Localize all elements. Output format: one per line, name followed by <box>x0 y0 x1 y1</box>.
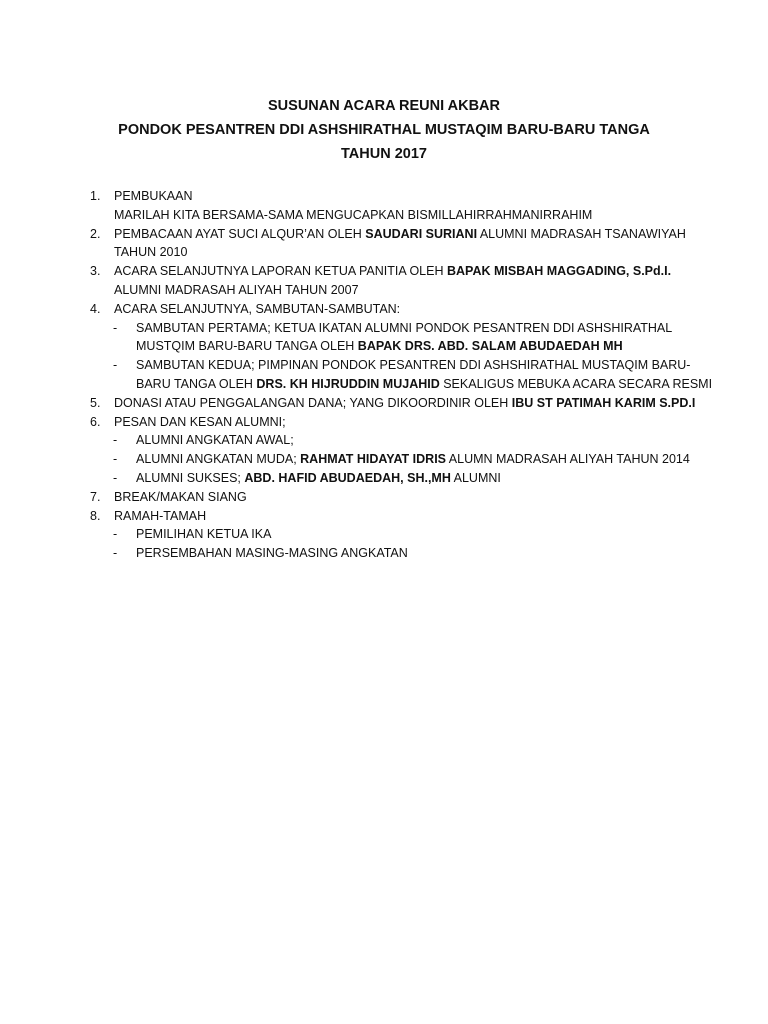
agenda-item-number: 3. <box>90 264 101 279</box>
text-segment: ALUMNI MADRASAH ALIYAH TAHUN 2007 <box>114 282 359 297</box>
text-segment: BREAK/MAKAN SIANG <box>114 489 247 504</box>
text-segment: PEMILIHAN KETUA IKA <box>136 527 272 542</box>
bold-name-text: SAUDARI SURIANI <box>365 226 478 241</box>
agenda-subitem-line <box>136 337 690 356</box>
document-title <box>0 94 768 166</box>
bold-name-text: IBU ST PATIMAH KARIM S.PD.I <box>511 395 696 410</box>
agenda-item <box>90 225 690 263</box>
agenda-subitem-line <box>136 319 690 338</box>
agenda-subitem <box>90 319 690 357</box>
agenda-item-number: 5. <box>90 395 101 410</box>
text-segment: PERSEMBAHAN MASING-MASING ANGKATAN <box>136 546 408 561</box>
agenda-subitem <box>90 431 690 450</box>
subitem-bullet: - <box>113 433 118 448</box>
title-line-2: PONDOK PESANTREN DDI ASHSHIRATHAL MUSTAQIM BARU-BARU TANGA <box>118 122 650 138</box>
agenda-item <box>90 394 696 413</box>
agenda-item-line <box>114 206 690 225</box>
subitem-bullet: - <box>113 527 118 542</box>
agenda-item-number: 8. <box>90 508 101 523</box>
subitem-bullet: - <box>113 358 118 373</box>
agenda-item <box>90 300 690 319</box>
text-segment: ALUMN MADRASAH ALIYAH TAHUN 2014 <box>446 452 690 467</box>
text-segment: TAHUN 2010 <box>114 245 188 260</box>
agenda-item <box>90 187 690 225</box>
agenda-item-number: 2. <box>90 226 101 241</box>
subitem-bullet: - <box>113 452 118 467</box>
agenda-subitem <box>90 450 690 469</box>
text-segment: MARILAH KITA BERSAMA-SAMA MENGUCAPKAN BISMILLAHIRRAHMANIRRAHIM <box>114 207 593 222</box>
bold-name-text: BAPAK MISBAH MAGGADING, S.Pd.I. <box>446 264 672 279</box>
text-segment: BARU TANGA OLEH <box>136 376 257 391</box>
text-segment: ACARA SELANJUTNYA LAPORAN KETUA PANITIA OLEH <box>114 264 447 279</box>
text-segment: MUSTQIM BARU-BARU TANGA OLEH <box>136 339 358 354</box>
agenda-subitem <box>90 525 690 544</box>
text-segment: PEMBUKAAN <box>114 189 193 203</box>
agenda-item-line <box>114 300 690 319</box>
subitem-bullet: - <box>113 320 118 335</box>
title-line-1: SUSUNAN ACARA REUNI AKBAR <box>268 98 500 114</box>
bold-name-text: BAPAK DRS. ABD. SALAM ABUDAEDAH MH <box>357 339 623 354</box>
agenda-item-line <box>114 187 690 206</box>
text-segment: ALUMNI ANGKATAN AWAL; <box>136 433 294 448</box>
agenda-item <box>90 413 690 432</box>
agenda-item-line <box>114 394 696 413</box>
agenda-item-line <box>114 225 690 244</box>
agenda-subitem-line <box>136 431 690 450</box>
agenda-item-line <box>114 281 690 300</box>
agenda-subitem-line <box>136 469 690 488</box>
agenda-subitem <box>90 356 713 394</box>
agenda-item <box>90 488 690 507</box>
text-segment: RAMAH-TAMAH <box>114 508 207 523</box>
text-segment: ACARA SELANJUTNYA, SAMBUTAN-SAMBUTAN: <box>114 301 401 316</box>
bold-name-text: DRS. KH HIJRUDDIN MUJAHID <box>256 376 440 391</box>
agenda-item-line <box>114 488 690 507</box>
agenda-subitem-line <box>136 375 713 394</box>
agenda-subitem-line <box>136 525 690 544</box>
title-line-3: TAHUN 2017 <box>341 146 427 162</box>
agenda-subitem-line <box>136 356 690 375</box>
agenda-subitem-line <box>136 544 690 563</box>
agenda-subitem <box>90 544 690 563</box>
subitem-bullet: - <box>113 470 118 485</box>
text-segment: PEMBACAAN AYAT SUCI ALQUR’AN OLEH <box>114 226 366 241</box>
text-segment: PESAN DAN KESAN ALUMNI; <box>114 414 286 429</box>
agenda-item-line <box>114 243 690 262</box>
agenda-list <box>90 187 713 563</box>
agenda-item-line <box>114 507 690 526</box>
agenda-item <box>90 507 690 526</box>
agenda-item-line <box>114 413 690 432</box>
text-segment: DONASI ATAU PENGGALANGAN DANA; YANG DIKOORDINIR OLEH <box>114 395 512 410</box>
text-segment: ALUMNI SUKSES; <box>136 470 245 485</box>
text-segment: SAMBUTAN PERTAMA; KETUA IKATAN ALUMNI PONDOK PESANTREN DDI ASHSHIRATHAL <box>136 320 673 335</box>
agenda-item-number: 7. <box>90 489 101 504</box>
agenda-item-number: 1. <box>90 189 101 203</box>
agenda-subitem-line <box>136 450 690 469</box>
bold-name-text: ABD. HAFID ABUDAEDAH, SH.,MH <box>244 470 451 485</box>
text-segment: SEKALIGUS MEBUKA ACARA SECARA RESMI <box>439 376 713 391</box>
agenda-item-number: 4. <box>90 301 101 316</box>
text-segment: SAMBUTAN KEDUA; PIMPINAN PONDOK PESANTREN DDI ASHSHIRATHAL MUSTAQIM BARU- <box>136 358 691 373</box>
agenda-item-number: 6. <box>90 414 101 429</box>
agenda-item <box>90 262 690 300</box>
text-segment: ALUMNI MADRASAH TSANAWIYAH <box>477 226 686 241</box>
agenda-item-line <box>114 262 690 281</box>
agenda-subitem <box>90 469 690 488</box>
text-segment: ALUMNI <box>450 470 501 485</box>
subitem-bullet: - <box>113 546 118 561</box>
bold-name-text: RAHMAT HIDAYAT IDRIS <box>300 452 446 467</box>
text-segment: ALUMNI ANGKATAN MUDA; <box>136 452 301 467</box>
